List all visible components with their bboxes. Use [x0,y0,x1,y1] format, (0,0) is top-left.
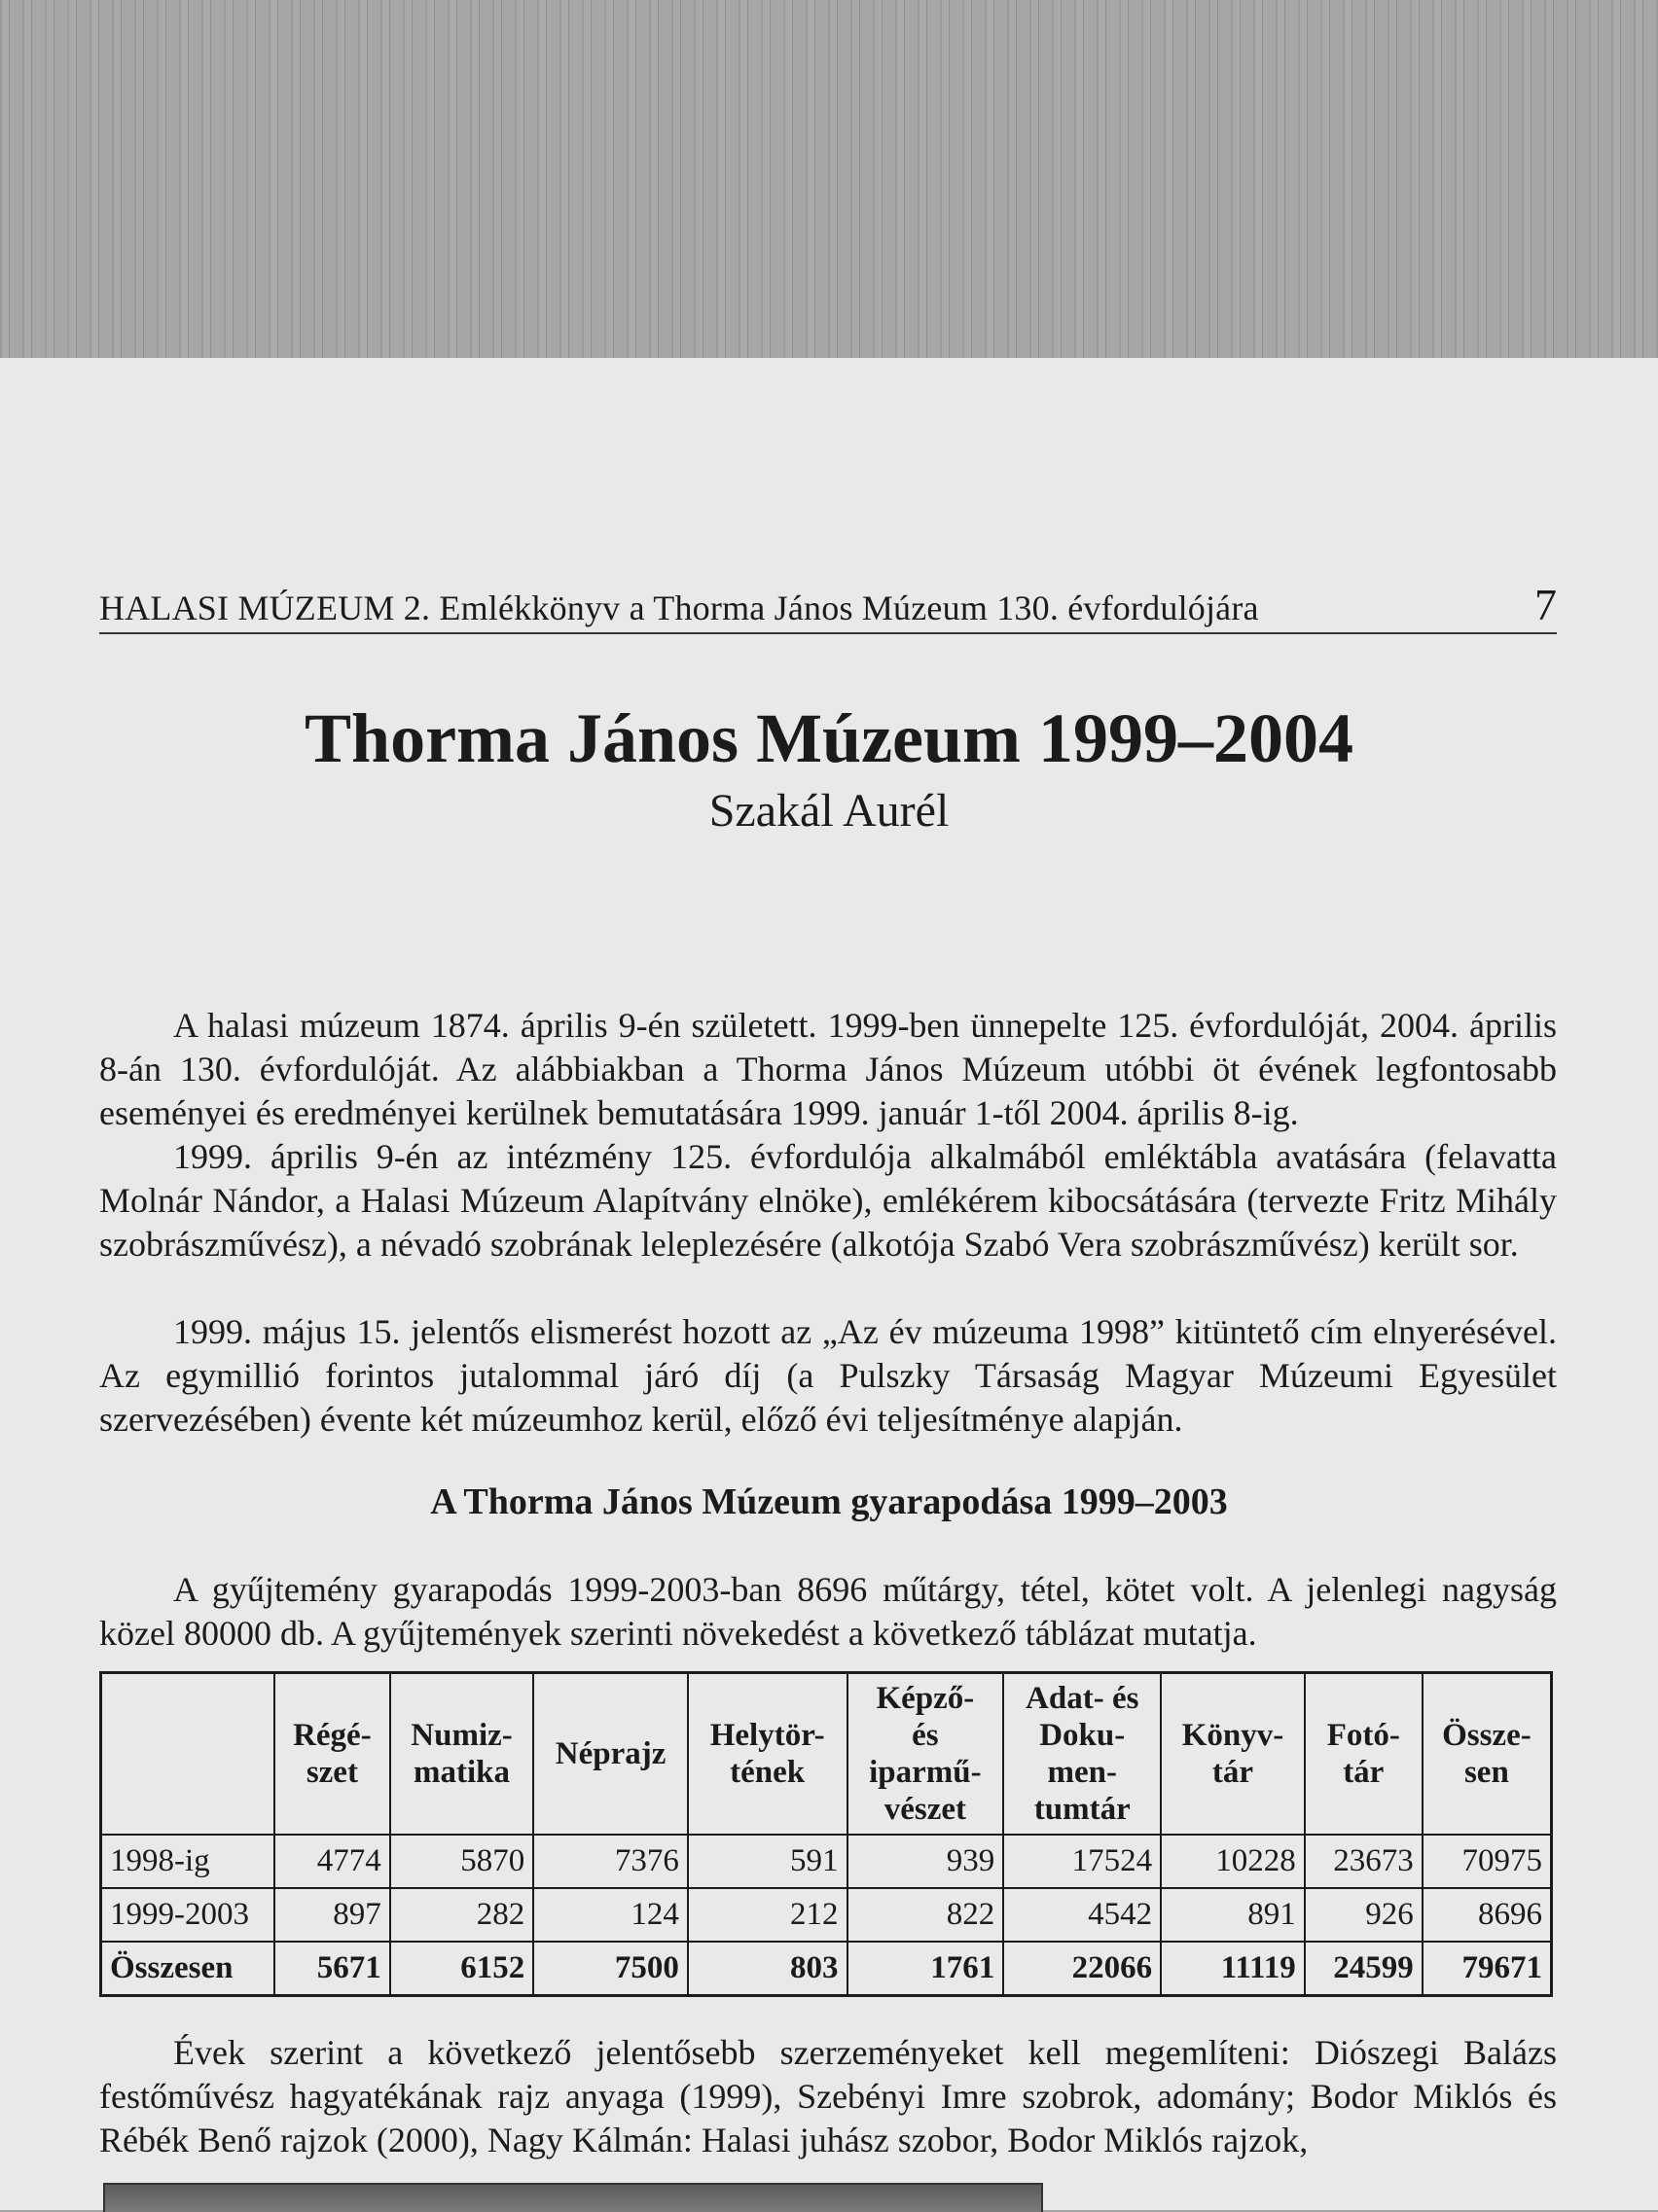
table-row [101,1835,1552,1888]
table-cell: 4542 [1003,1888,1161,1942]
table-cell: 124 [533,1888,688,1942]
table-header-cell [274,1673,390,1836]
row-label: 1998-ig [101,1835,275,1888]
table-cell: 7500 [533,1942,688,1996]
photo-background [0,0,1658,362]
col-header-kepzo-iparmuveszet: Képző- és iparmű- vészet [869,1681,982,1827]
running-header [99,580,1557,634]
row-label: 1999-2003 [101,1888,275,1942]
table-cell: 6152 [390,1942,534,1996]
table-cell: 23673 [1305,1835,1423,1888]
row-label: Összesen [101,1942,275,1996]
table-cell: 24599 [1305,1942,1423,1996]
table-cell: 79671 [1423,1942,1552,1996]
table-cell: 891 [1161,1888,1305,1942]
col-header-regeszet: Régé- szet [293,1718,372,1790]
table-cell: 4774 [274,1835,390,1888]
table-header-cell [688,1673,847,1836]
table-header-cell [847,1673,1004,1836]
article-title: Thorma János Múzeum 1999–2004 [305,699,1353,777]
table-cell: 17524 [1003,1835,1161,1888]
table-header-row [101,1673,1552,1836]
table-header-cell [1305,1673,1423,1836]
collection-growth-table [99,1671,1553,1997]
table-header-cell [1423,1673,1552,1836]
table-cell: 11119 [1161,1942,1305,1996]
paragraph-award: 1999. május 15. jelentős elismerést hozott az „Az év múzeuma 1998” kitüntető cím elnyerésével. Az egymillió forintos jutalommal járó díj (a Pulszky Társaság Magyar Múzeumi Egyesület szervezésében) évente két múzeumhoz kerül, előző évi teljesítménye alapján. [99,1312,1557,1439]
page-number: 7 [1534,580,1557,629]
table-cell: 5870 [390,1835,534,1888]
section-heading: A Thorma János Múzeum gyarapodása 1999–2003 [430,1481,1228,1522]
table-cell: 212 [688,1888,847,1942]
paragraph-intro: A halasi múzeum 1874. április 9-én született. 1999-ben ünnepelte 125. évfordulóját, 2004. április 8-án 130. évfordulóját. Az alábbiakban a Thorma János Múzeum utóbbi öt évének legfontosabb eseményei és eredményei kerülnek bemutatására 1999. január 1-től 2004. április 8-ig. [99,1006,1557,1132]
table-header-cell [1003,1673,1161,1836]
table-cell: 22066 [1003,1942,1161,1996]
table-cell: 5671 [274,1942,390,1996]
col-header-fototar: Fotó- tár [1326,1718,1400,1790]
table-row [101,1888,1552,1942]
col-header-adat-dokumentumtar: Adat- és Doku- men- tumtár [1026,1681,1139,1827]
table-header-cell [1161,1673,1305,1836]
table-header-cell [533,1673,688,1836]
col-header-helytortenet: Helytör- tének [709,1718,825,1790]
col-header-numizmatika: Numiz- matika [411,1718,513,1790]
running-title: HALASI MÚZEUM 2. Emlékkönyv a Thorma János Múzeum 130. évfordulójára [99,589,1259,627]
paragraph-acquisitions: Évek szerint a következő jelentősebb szerzeményeket kell megemlíteni: Diószegi Balázs festőművész hagyatékának rajz anyaga (1999), Szebényi Imre szobrok, adomány; Bodor Miklós és Rébék Benő rajzok (2000), Nagy Kálmán: Halasi juhász szobor, Bodor Miklós rajzok, [99,2033,1557,2159]
table-cell: 7376 [533,1835,688,1888]
table-cell: 939 [847,1835,1004,1888]
col-header-osszesen: Össze- sen [1442,1718,1532,1790]
paragraph-anniversary: 1999. április 9-én az intézmény 125. évfordulója alkalmából emléktábla avatására (felavatta Molnár Nándor, a Halasi Múzeum Alapítvány elnöke), emlékérem kibocsátására (tervezte Fritz Mihály szobrászművész), a névadó szobrának leleplezésére (alkotója Szabó Vera szobrászművész) került sor. [99,1137,1557,1264]
table-header-cell [101,1673,275,1836]
table-row-total [101,1942,1552,1996]
table-cell: 926 [1305,1888,1423,1942]
table-cell: 591 [688,1835,847,1888]
table-cell: 8696 [1423,1888,1552,1942]
paragraph-collection-growth: A gyűjtemény gyarapodás 1999-2003-ban 8696 műtárgy, tétel, kötet volt. A jelenlegi nagyság közel 80000 db. A gyűjtemények szerinti növekedést a következő táblázat mutatja. [99,1570,1557,1653]
table-cell: 822 [847,1888,1004,1942]
col-header-konyvtar: Könyv- tár [1181,1718,1284,1790]
table-cell: 897 [274,1888,390,1942]
table-cell: 10228 [1161,1835,1305,1888]
photo-edge [103,2183,1043,2212]
table-cell: 1761 [847,1942,1004,1996]
col-header-neprajz: Néprajz [555,1736,667,1771]
table-cell: 803 [688,1942,847,1996]
table-cell: 282 [390,1888,534,1942]
table-header-cell [390,1673,534,1836]
table-cell: 70975 [1423,1835,1552,1888]
article-author: Szakál Aurél [708,785,950,837]
